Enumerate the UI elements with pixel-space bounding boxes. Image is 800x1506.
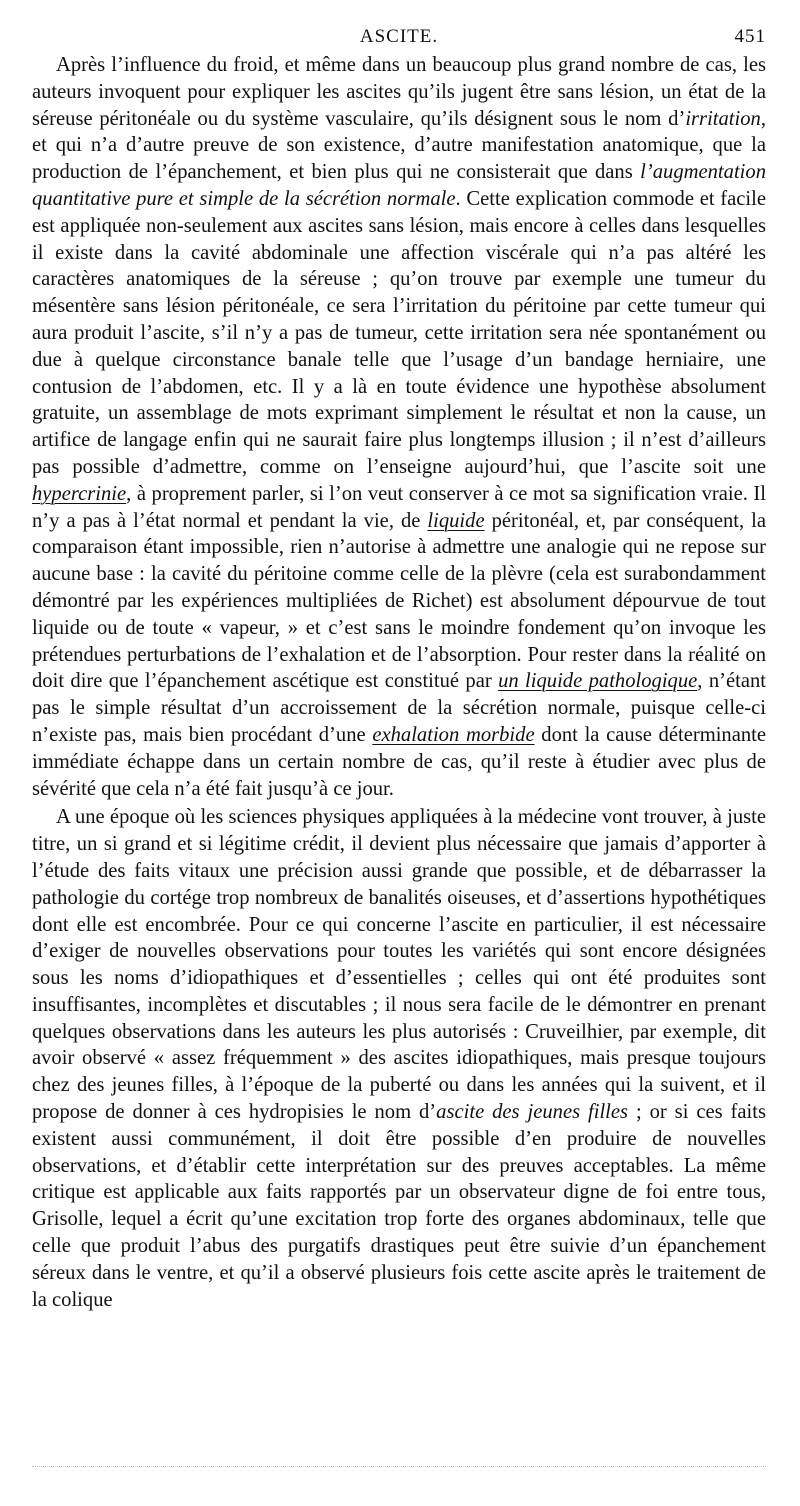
italic-phrase-liquide-pathologique: un liquide pathologique [498, 670, 698, 693]
page-number: 451 [734, 26, 766, 47]
italic-term-hypercrinie: hypercrinie [32, 482, 127, 505]
book-page [32, 26, 766, 1313]
italic-term-liquide: liquide [427, 509, 485, 532]
italic-phrase-exhalation-morbide: exhalation morbide [372, 723, 535, 746]
text-run: Après l’influence du froid, et même dans un beaucoup plus grand nombre de cas, les auteurs invoquent pour expliquer les ascites qu’ils jugent être sans lésion, un état de la séreuse péritonéale ou du système vasculaire, qu’ils désignent sous le nom d’ [32, 54, 766, 130]
italic-phrase-ascite-des-jeunes-filles: ascite des jeunes filles [436, 1101, 629, 1124]
italic-phrase-augmentation: l’augmentation quantitative pure et simple de la sécrétion normale [32, 161, 766, 210]
paragraph-1 [32, 52, 766, 802]
text-run: dont la cause déterminante immédiate échappe dans un certain nombre de cas, qu’il reste à étudier avec plus de sévérité que cela n’a été fait jusqu’à ce jour. [32, 723, 767, 800]
body-text [32, 52, 766, 1313]
text-run: ; or si ces faits existent aussi communément, il doit être possible d’en produire de nouvelles observations, et d’établir cette interprétation sur des preuves acceptables. La même critique est applicable aux faits rapportés par un observateur digne de foi entre tous, Grisolle, lequel a écrit qu’une excitation trop forte des organes abdominaux, telle que celle que produit l’abus des purgatifs drastiques peut être suivie d’un épanchement séreux dans le ventre, et qu’il a observé plusieurs fois cette ascite après le traitement de la colique [32, 1101, 767, 1311]
scan-artifact-line [32, 1466, 766, 1471]
text-run: , n’étant pas le simple résultat d’un accroissement de la sécrétion normale, puisque celle-ci n’existe pas, mais bien procédant d’une [32, 670, 766, 746]
text-run: , à proprement parler, si l’on veut conserver à ce mot sa signification vraie. Il n’y a pas à l’état normal et pendant la vie, de [32, 482, 766, 532]
running-head [32, 26, 766, 52]
text-run: A une époque où les sciences physiques appliquées à la médecine vont trouver, à juste titre, un si grand et si légitime crédit, il devient plus nécessaire que jamais d’apporter à l’étude des faits vitaux une précision aussi grande que possible, et de débarrasser la pathologie du cortége trop nombreux de banalités oiseuses, et d’assertions hypothétiques dont elle est encombrée. Pour ce qui concerne l’ascite en particulier, il est nécessaire d’exiger de nouvelles observations pour toutes les variétés qui sont encore désignées sous les noms d’idiopathiques et d’essentielles ; celles qui ont été produites sont insuffisantes, incomplètes et discutables ; il nous sera facile de le démontrer en prenant quelques observations dans les auteurs les plus autorisés : Cruveilhier, par exemple, dit avoir observé « assez fréquemment » des ascites idiopathiques, mais presque toujours chez des jeunes filles, à l’époque de la puberté ou dans les années qui la suivent, et il propose de donner à ces hydropisies le nom d’ [32, 806, 766, 1124]
text-run: , et qui n’a d’autre preuve de son existence, d’autre manifestation anatomique, que la production de l’épanchement, et bien plus qui ne consisterait que dans [32, 107, 766, 184]
text-run: . Cette explication commode et facile est appliquée non-seulement aux ascites sans lésion, mais encore à celles dans lesquelles il existe dans la cavité abdominale une affection viscérale qui n’a pas altéré les caractères anatomiques de la séreuse ; qu’on trouve par exemple une tumeur du mésentère sans lésion péritonéale, ce sera l’irritation du péritoine par cette tumeur qui aura produit l’ascite, s’il n’y a pas de tumeur, cette irritation sera née spontanément ou due à quelque circonstance banale telle que l’usage d’un bandage herniaire, une contusion de l’abdomen, etc. Il y a là en toute évidence une hypothèse absolument gratuite, un assemblage de mots exprimant simplement le résultat et non la cause, un artifice de langage enfin qui ne saurait faire plus longtemps illusion ; il n’est d’ailleurs pas possible d’admettre, comme on l’enseigne aujourd’hui, que l’ascite soit une [32, 187, 766, 478]
paragraph-2 [32, 804, 766, 1313]
running-title: ASCITE. [359, 26, 439, 47]
italic-term-irritation: irritation [685, 107, 761, 130]
text-run: péritonéal, et, par conséquent, la comparaison étant impossible, rien n’autorise à admettre une analogie qui ne repose sur aucune base : la cavité du péritoine comme celle de la plèvre (cela est surabondamment démontré par les expériences multipliées de Richet) est absolument dépourvue de tout liquide ou de toute « vapeur, » et c’est sans le moindre fondement qu’on invoque les prétendues perturbations de l’exhalation et de l’absorption. Pour rester dans la réalité on doit dire que l’épanchement ascétique est constitué par [32, 509, 766, 693]
